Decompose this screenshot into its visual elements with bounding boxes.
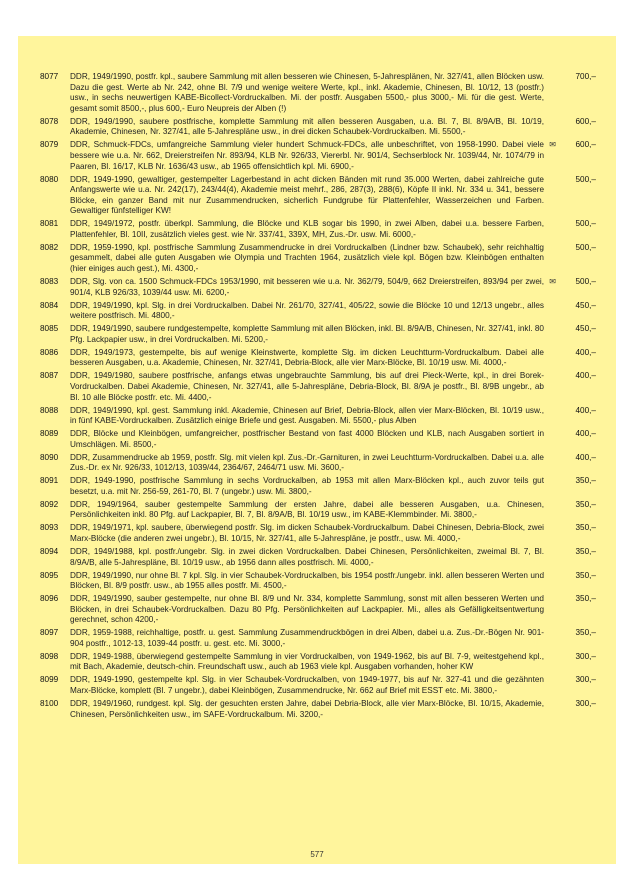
lot-description: DDR, 1959-1990, kpl. postfrische Sammlung Zusammendrucke in drei Vordruckalben (Lindner bzw. Schaubek), sehr reichhaltig gesammelt, dabei alle guten Ausgaben wie Olympia und Trachten 1964, zusätzlich viele kpl. Bögen bzw. Kleinbögen enthalten (hier einiges auch gest.), Mi. 4300,- [70,242,544,274]
lot-entry [40,324,596,345]
lot-entry [40,571,596,592]
lot-entry [40,652,596,673]
lot-description: DDR, 1949-1990, gewaltiger, gestempelter Lagerbestand in acht dicken Bänden mit rund 35.000 Werten, dabei zahlreiche gute Anfangswerte wie u.a. Nr. 242(17), 243/44(4), Akademie meist mehrf., 286, 287(3), 288(6), Köpfe II inkl. Nr. 334 u. 341, bessere Blöcke, ein ganzer Band mit nur Zusammendrucken, sicherlich Fundgrube für Plattenfehler, Wasserzeichen und Farben. Gewaltiger fünfstelliger KW! [70,174,544,216]
lot-number: 8097 [40,628,59,638]
lot-entry [40,348,596,369]
lot-entry [40,117,596,138]
lot-number: 8095 [40,570,59,580]
lot-number: 8082 [40,242,59,252]
lot-number: 8088 [40,405,59,415]
lot-description: DDR, 1949/1990, saubere postfrische, komplette Sammlung mit allen besseren Ausgaben, u.a. Bl. 7, Bl. 8/9A/B, Bl. 10/19, Akademie, Chinesen, Nr. 327/41, alle 5-Jahrespläne usw., in drei dicken Schaubek-Vordruckalben. Mi. 5500,- [70,116,544,137]
lot-description: DDR, 1949/1988, kpl. postfr./ungebr. Slg. in zwei dicken Vordruckalben. Dabei Chinesen, Persönlichkeiten, zweimal Bl. 7, Bl. 8/9A/B, alle 5-Jahrespläne, Bl. 10/19 usw., ab 1956 dann alles postfrisch. Mi. 4000,- [70,546,544,567]
lot-price: 500,– [575,242,596,252]
lot-number: 8086 [40,347,59,357]
lot-price: 400,– [575,371,596,381]
lot-price: 350,– [575,546,596,556]
lot-price: 400,– [575,429,596,439]
lot-number: 8081 [40,219,59,229]
lot-entry [40,277,596,298]
lot-description: DDR, 1959-1988, reichhaltige, postfr. u. gest. Sammlung Zusammendruckbögen in drei Alben, dabei u.a. Zus.-Dr.-Bögen Nr. 901-904 postfr., 1012-13, 1039-44 postfr. u. gest. etc. Mi. 3000,- [70,628,544,648]
lot-entry [40,628,596,649]
lot-number: 8090 [40,452,59,462]
lot-description: DDR, 1949/1990, saubere rundgestempelte, komplette Sammlung mit allen Blöcken, inkl. Bl. 8/9A/B, Chinesen, Nr. 327/41, inkl. 80 Pfg. Lackpapier usw., in drei Vordruckalben. Mi. 5200,- [70,324,544,344]
lot-price: 350,– [575,628,596,638]
lot-entry [40,72,596,114]
lot-number: 8079 [40,140,59,150]
lot-description: DDR, 1949/1972, postfr. überkpl. Sammlung, die Blöcke und KLB sogar bis 1990, in zwei Alben, dabei u.a. bessere Farben, Plattenfehler, Bl. 10II, zusätzlich vieles gest. wie Nr. 337/41, 339X, MH, Zus.-Dr. usw. Mi. 6000,- [70,219,544,239]
lot-description: DDR, 1949/1973, gestempelte, bis auf wenige Kleinstwerte, komplette Slg. im dicken Leuchtturm-Vordruckalbum. Dabei alle besseren Ausgaben, u.a. Akademie, Chinesen, Nr. 327/41, Debria-Block, alle vier Marx-Blöcke, Bl. 10/19 usw. Mi. 4000,- [70,347,544,368]
lot-price: 350,– [575,570,596,580]
lot-price: 500,– [575,219,596,229]
lot-number: 8085 [40,324,59,334]
lot-price: 300,– [575,675,596,685]
lot-entry [40,219,596,240]
lot-price: 450,– [575,324,596,334]
lot-price: 400,– [575,347,596,357]
lot-entry [40,675,596,696]
lot-price: 350,– [575,476,596,486]
lot-price: 700,– [575,72,596,81]
lot-entry [40,243,596,275]
lot-entry [40,547,596,568]
lot-entry [40,429,596,450]
lot-description: DDR, 1949-1990, postfrische Sammlung in sechs Vordruckalben, ab 1953 mit allen Marx-Blöcken kpl., auch zuvor teils gut besetzt, u.a. mit Nr. 256-59, 261-70, Bl. 7 (ungebr.) usw. Mi. 3800,- [70,476,544,496]
lot-entry [40,699,596,720]
lot-price: 400,– [575,452,596,462]
lot-entry [40,371,596,403]
lot-description: DDR, 1949/1980, saubere postfrische, anfangs etwas ungebrauchte Sammlung, bis auf drei Pieck-Werte, kpl., in drei Borek-Vordruckalben. Dabei Akademie, Chinesen, Nr. 327/41, alle 5-Jahrespläne, Debria-Block, Bl. 8/9A je postfr., Bl. 8/9B ungebr., ab Bl. 10 alle Blöcke postfr. etc. Mi. 4400,- [70,371,544,402]
lot-price: 600,– [575,140,596,150]
lot-entry [40,523,596,544]
lot-number: 8084 [40,300,59,310]
lot-number: 8078 [40,116,59,126]
lot-price: 500,– [575,277,596,287]
lot-number: 8100 [40,699,59,709]
lot-entry [40,406,596,427]
envelope-icon: ✉ [549,277,556,287]
lot-number: 8087 [40,371,59,381]
catalogue-page [18,36,616,864]
lot-number: 8077 [40,72,59,81]
envelope-icon: ✉ [549,140,556,150]
lot-price: 350,– [575,523,596,533]
lot-price: 350,– [575,499,596,509]
lot-entry [40,594,596,626]
lot-price: 400,– [575,405,596,415]
lot-description: DDR, 1949/1990, kpl. Slg. in drei Vordruckalben. Dabei Nr. 261/70, 327/41, 405/22, sowie die Blöcke 10 und 12/13 ungebr., alles weitere postfrisch. Mi. 4800,- [70,300,544,321]
lot-description: DDR, Schmuck-FDCs, umfangreiche Sammlung vieler hundert Schmuck-FDCs, alle unbeschriftet, von 1958-1990. Dabei viele bessere wie u.a. Nr. 662, Dreierstreifen Nr. 893/94, KLB Nr. 926/33, Viererbl. Nr. 901/4, Sechserblock Nr. 1039/44, Nr. 1074/79 in Paaren, Bl. 16/17, KLB Nr. 1636/43 usw., ab 1965 offensichtlich kpl. Mi. 6900,- [70,140,544,171]
lot-description: DDR, 1949/1990, kpl. gest. Sammlung inkl. Akademie, Chinesen auf Brief, Debria-Block, allen vier Marx-Blöcken, Bl. 10/19 usw., in fünf KABE-Vordruckalben. Zusätzlich einige Briefe und gest. Ausgaben. Mi. 5500,- plus Alben [70,405,544,426]
lot-price: 300,– [575,651,596,661]
lot-description: DDR, Blöcke und Kleinbögen, umfangreicher, postfrischer Bestand von fast 4000 Blöcken und KLB, nach Ausgaben sortiert in Umschlägen. Mi. 8500,- [70,429,544,449]
lot-entry [40,175,596,217]
lot-number: 8093 [40,523,59,533]
lot-description: DDR, 1949/1964, sauber gestempelte Sammlung der ersten Jahre, dabei alle besseren Ausgaben, u.a. Chinesen, Persönlichkeiten inkl. 80 Pfg. auf Lackpapier, Bl. 7, Bl. 8/9A/B, Bl. 10/19 usw., im KABE-Klemmbinder. Mi. 3800,- [70,499,544,520]
lot-number: 8094 [40,546,59,556]
lot-price: 300,– [575,699,596,709]
lot-number: 8096 [40,594,59,604]
lot-price: 350,– [575,594,596,604]
lot-number: 8083 [40,277,59,287]
lot-price: 450,– [575,300,596,310]
lot-price: 600,– [575,116,596,126]
page-number: 577 [310,850,324,859]
lot-entry [40,301,596,322]
lot-number: 8099 [40,675,59,685]
lot-description: DDR, 1949/1990, nur ohne Bl. 7 kpl. Slg. in vier Schaubek-Vordruckalben, bis 1954 postfr./ungebr. inkl. allen besseren Werten und Blöcken, Bl. 8/9 postfr. usw., ab 1955 alles postfr. Mi. 4500,- [70,570,544,591]
lot-description: DDR, 1949/1971, kpl. saubere, überwiegend postfr. Slg. im dicken Schaubek-Vordruckalbum. Dabei Chinesen, Debria-Block, zwei Marx-Blöcke (die anderen zwei ungebr.), Bl. 10/15, Nr. 327/41, alle 5-Jahrespläne, je postfr., usw. Mi. 4000,- [70,523,544,543]
lot-entry [40,453,596,474]
lot-entry [40,140,596,172]
lot-description: DDR, 1949/1960, rundgest. kpl. Slg. der gesuchten ersten Jahre, dabei Debria-Block, alle vier Marx-Blöcke, Bl. 10/15, Akademie, Chinesen, Persönlichkeiten usw., im SAFE-Vordruckalbum. Mi. 3200,- [70,699,544,719]
lot-list [40,72,596,723]
lot-number: 8080 [40,174,59,184]
lot-description: DDR, 1949-1988, überwiegend gestempelte Sammlung in vier Vordruckalben, von 1949-1962, bis auf Bl. 7-9, weitestgehend kpl., mit Bach, Akademie, deutsch-chin. Freundschaft usw., auch ab 1963 viele kpl. Ausgaben vorhanden, hoher KW [70,651,544,672]
lot-number: 8091 [40,476,59,486]
lot-description: DDR, 1949/1990, postfr. kpl., saubere Sammlung mit allen besseren wie Chinesen, 5-Jahresplänen, Nr. 327/41, allen Blöcken usw. Dazu die gest. Werte ab Nr. 242, ohne Bl. 7/9 und wenige weitere Werte, kpl., inkl. Akademie, Chinesen, Bl. 10/12, 13 (postfr.) usw., in sechs neuwertigen KABE-Bicollect-Vordruckalben. Mi. der postfr. Ausgaben 5500,- plus 3000,- Mi. für die gest. Werte, gesamt somit 8500,-, plus 600,- Euro Neupreis der Alben (!) [70,72,544,113]
lot-description: DDR, Slg. von ca. 1500 Schmuck-FDCs 1953/1990, mit besseren wie u.a. Nr. 362/79, 504/9, 662 Dreierstreifen, 893/94 per zwei, 901/4, KLB 926/33, 1039/44 usw. Mi. 6200,- [70,277,544,297]
lot-entry [40,476,596,497]
lot-description: DDR, 1949-1990, gestempelte kpl. Slg. in vier Schaubek-Vordruckalben, von 1949-1977, bis auf Nr. 327-41 und die gezähnten Marx-Blöcke, komplett (Bl. 7 ungebr.), dabei Kleinbögen, Zusammendrucke, Nr. 662 auf Brief mit ESST etc. Mi. 3800,- [70,675,544,696]
lot-number: 8098 [40,651,59,661]
lot-number: 8092 [40,499,59,509]
lot-description: DDR, 1949/1990, sauber gestempelte, nur ohne Bl. 8/9 und Nr. 334, komplette Sammlung, sonst mit allen besseren Werten und Blöcken, in drei Schaubek-Vordruckalben. Dazu 80 Pfg. Persönlichkeiten auf Lackpapier. Mi., alles als Gefälligkeitsentwertung gerechnet, schon 4200,- [70,594,544,625]
lot-price: 500,– [575,174,596,184]
lot-number: 8089 [40,429,59,439]
lot-description: DDR, Zusammendrucke ab 1959, postfr. Slg. mit vielen kpl. Zus.-Dr.-Garnituren, in zwei Leuchtturm-Vordruckalben. Dabei u.a. alle Zus.-Dr. ex Nr. 926/33, 1012/13, 1039/44, 2364/67, 2464/71 usw. Mi. 3600,- [70,452,544,473]
lot-entry [40,500,596,521]
